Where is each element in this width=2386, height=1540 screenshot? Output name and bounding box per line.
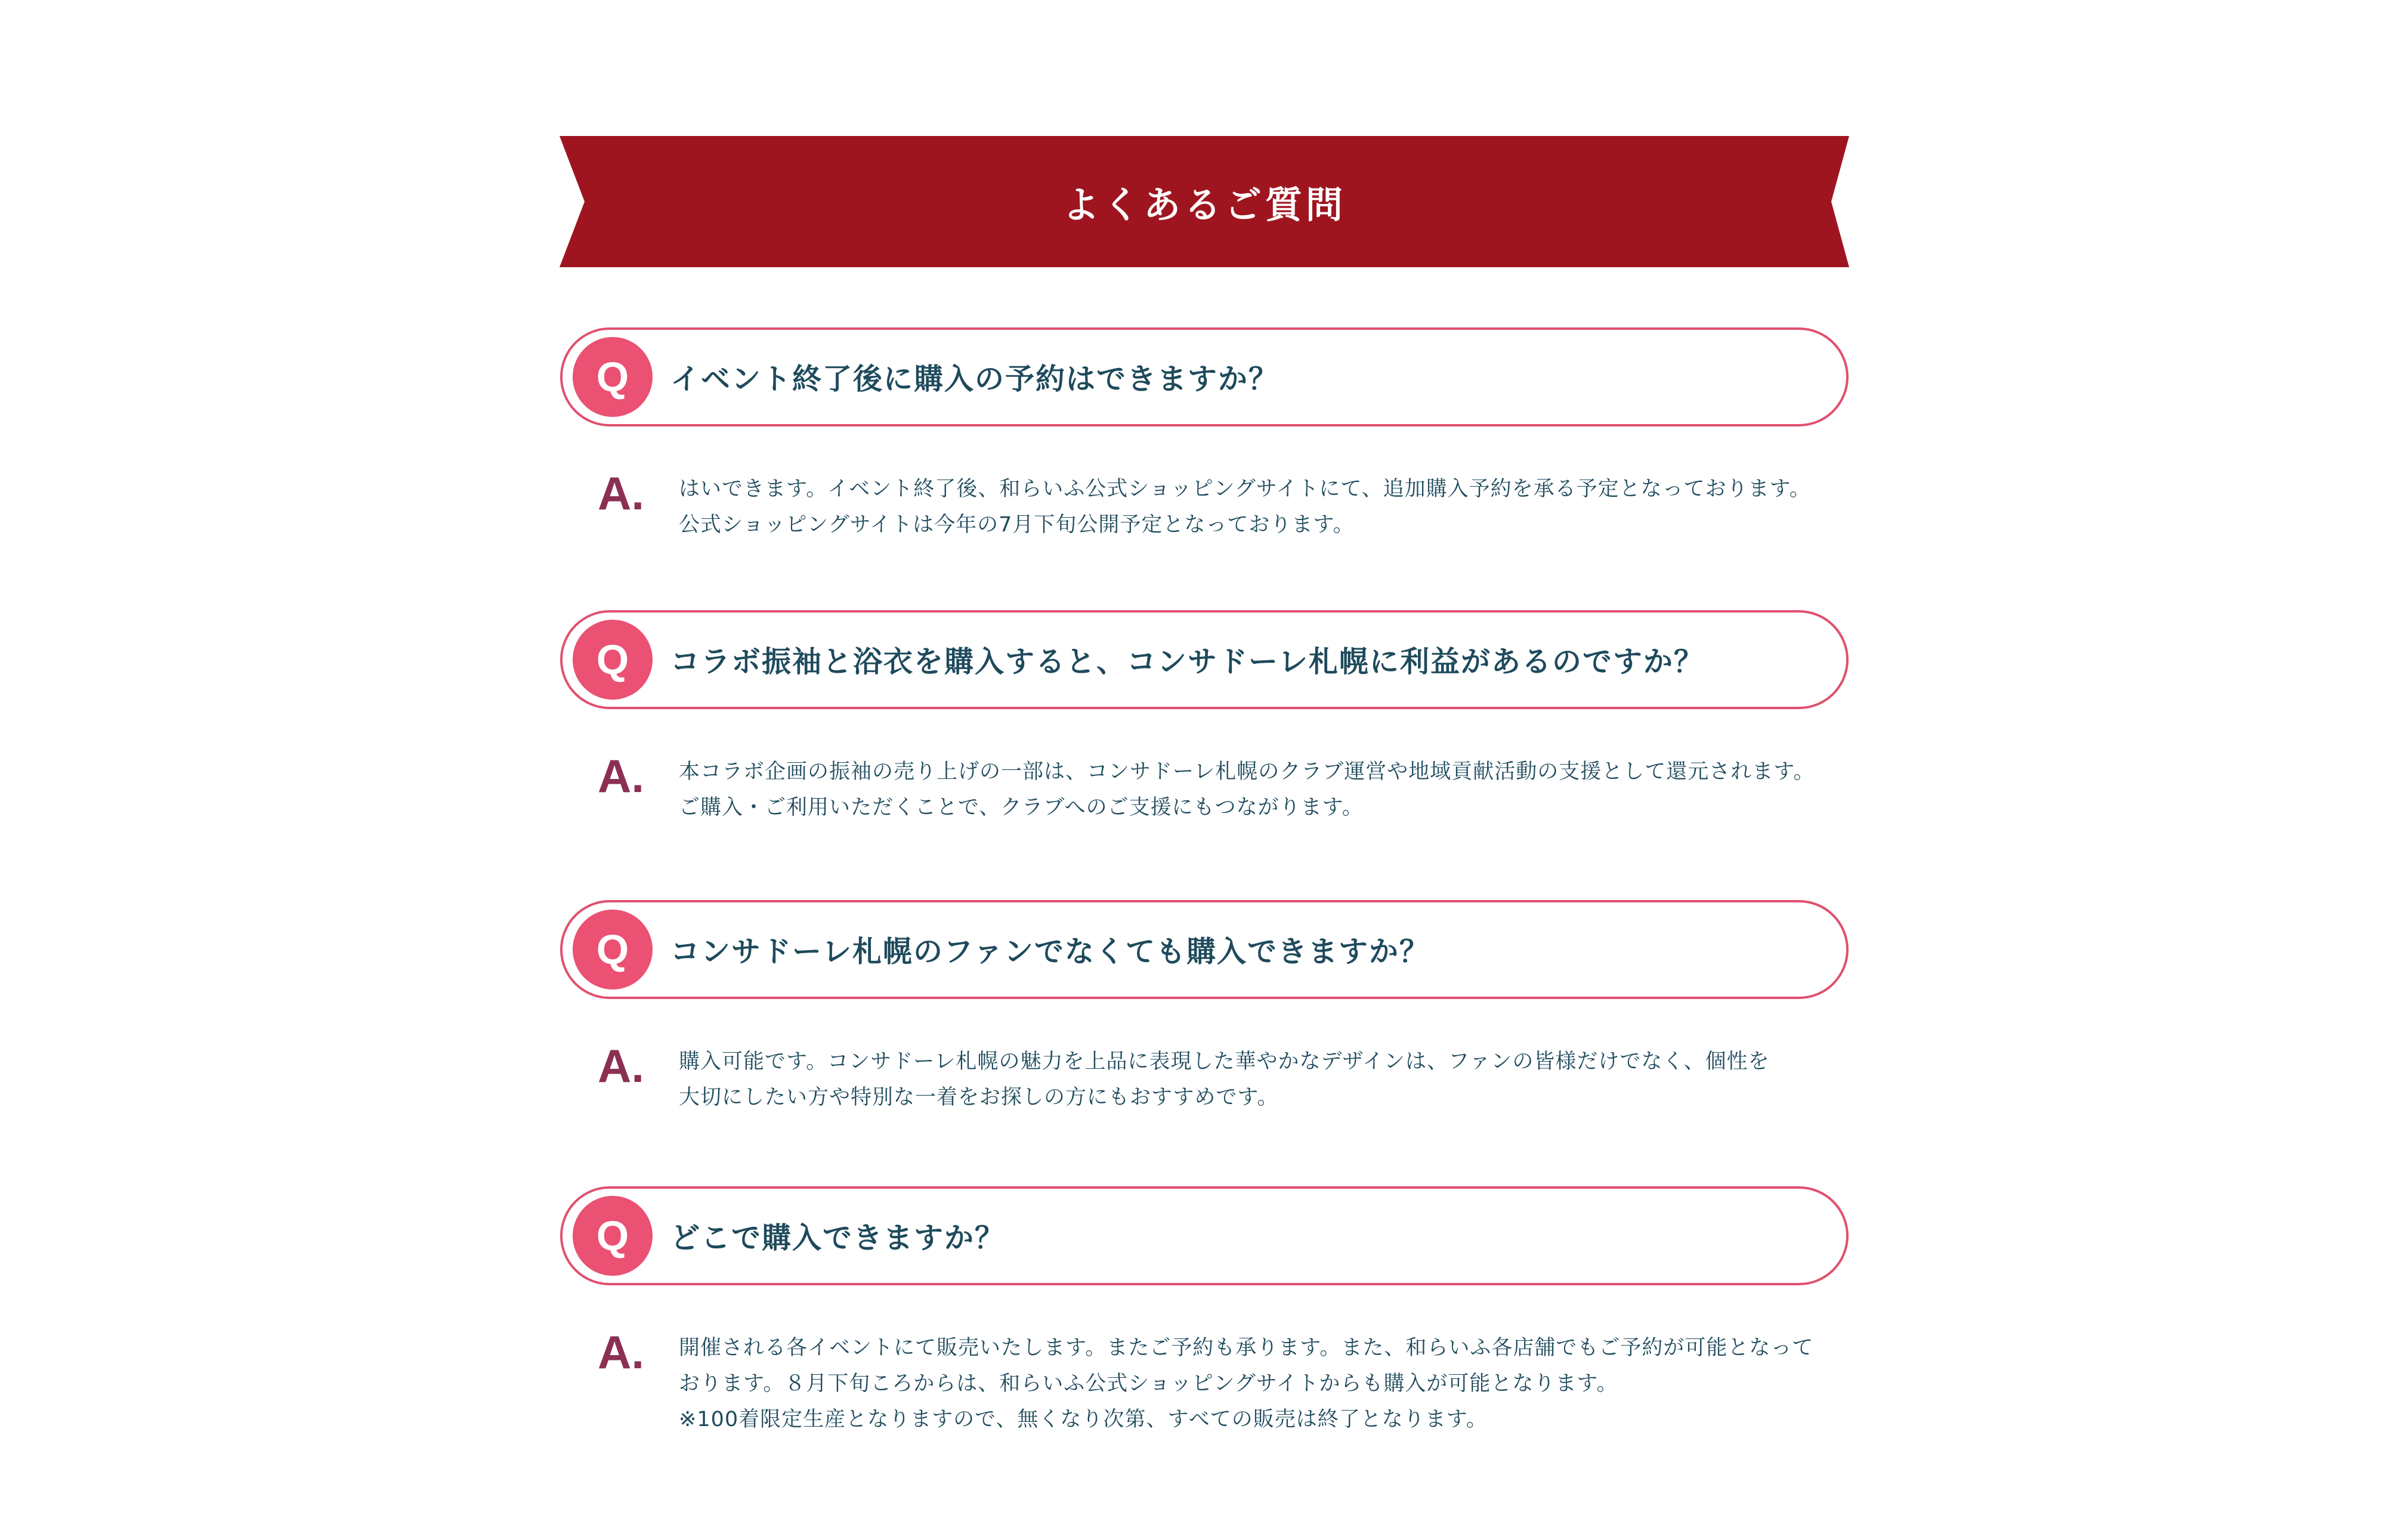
question-text: イベント終了後に購入の予約はできますか？ xyxy=(670,362,1279,396)
question-pill[interactable] xyxy=(560,899,1849,1000)
a-mark-icon: A. xyxy=(598,1040,644,1092)
q-badge-icon: Q xyxy=(573,620,653,700)
question-text: コンサドーレ札幌のファンでなくても購入できますか？ xyxy=(670,935,1430,969)
q-badge-icon: Q xyxy=(573,337,653,417)
answer-text xyxy=(679,1330,1866,1437)
answer-text xyxy=(679,754,1866,825)
answer-line: おります。８月下旬ころからは、和らいふ公式ショッピングサイトからも購入が可能となります。 xyxy=(679,1372,1618,1396)
question-pill[interactable] xyxy=(560,327,1849,427)
question-pill[interactable] xyxy=(560,1186,1849,1286)
answer-line: 本コラボ企画の振袖の売り上げの一部は、コンサドーレ札幌のクラブ運営や地域貢献活動の支援として還元されます。 xyxy=(679,760,1815,784)
q-badge-icon: Q xyxy=(573,910,653,989)
question-text: どこで購入できますか？ xyxy=(670,1221,1006,1255)
answer-line: はいできます。イベント終了後、和らいふ公式ショッピングサイトにて、追加購入予約を承る予定となっております。 xyxy=(679,477,1811,501)
answer-line: ご購入・ご利用いただくことで、クラブへのご支援にもつながります。 xyxy=(679,796,1364,820)
answer-line: 購入可能です。コンサドーレ札幌の魅力を上品に表現した華やかなデザインは、ファンの皆様だけでなく、個性を xyxy=(679,1050,1770,1074)
a-mark-icon: A. xyxy=(598,1326,644,1378)
answer-text xyxy=(679,1044,1866,1115)
faq-header-ribbon xyxy=(560,136,1849,267)
answer-line: 大切にしたい方や特別な一着をお探しの方にもおすすめです。 xyxy=(679,1086,1279,1109)
answer-line: 公式ショッピングサイトは今年の7月下旬公開予定となっております。 xyxy=(679,513,1355,537)
faq-title: よくあるご質問 xyxy=(1062,183,1346,227)
q-badge-icon: Q xyxy=(573,1196,653,1276)
question-text: コラボ振袖と浴衣を購入すると、コンサドーレ札幌に利益があるのですか？ xyxy=(670,645,1705,679)
a-mark-icon: A. xyxy=(598,467,644,519)
answer-line: ※100着限定生産となりますので、無くなり次第、すべての販売は終了となります。 xyxy=(679,1408,1488,1431)
a-mark-icon: A. xyxy=(598,750,644,802)
answer-line: 開催される各イベントにて販売いたします。またご予約も承ります。また、和らいふ各店舗でもご予約が可能となって xyxy=(679,1336,1814,1360)
answer-text xyxy=(679,471,1866,543)
question-pill[interactable] xyxy=(560,610,1849,710)
